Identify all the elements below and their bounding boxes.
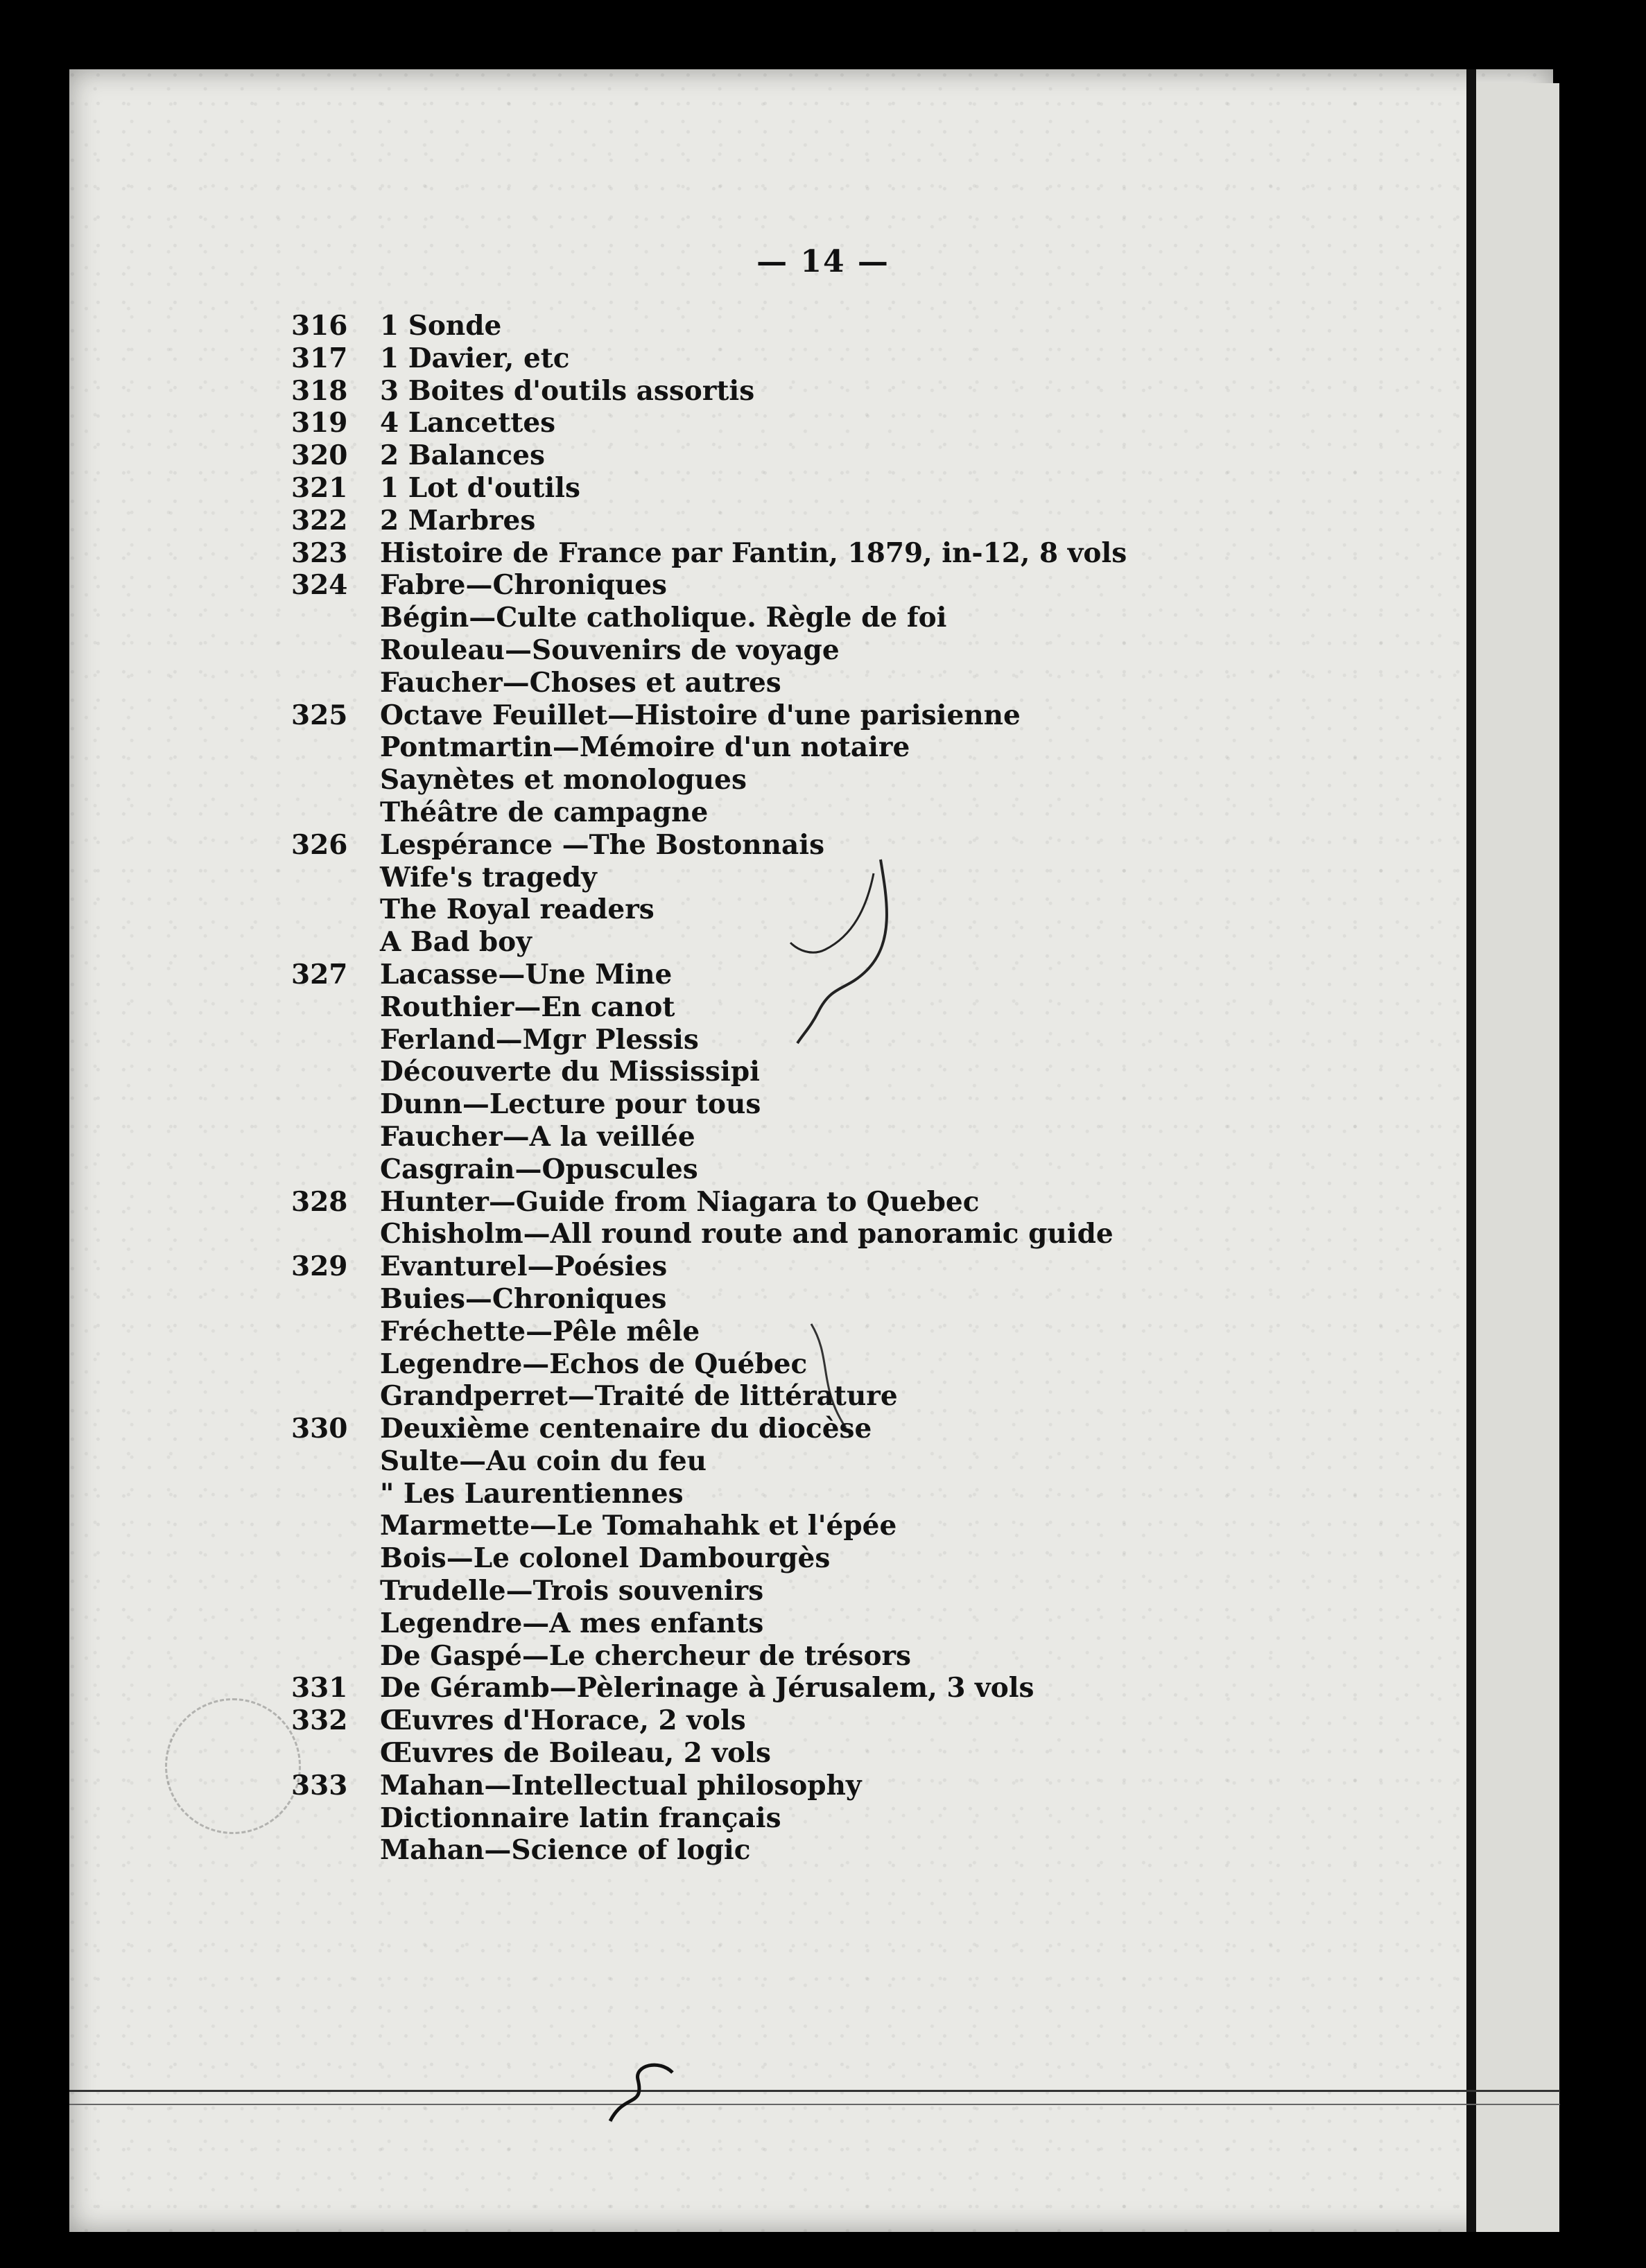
lot-description: 4 Lancettes (380, 407, 556, 439)
lot-description: Marmette—Le Tomahahk et l'épée (380, 1510, 897, 1542)
lot-number: 319 (291, 407, 348, 439)
lot-description: Fréchette—Pêle mêle (380, 1315, 700, 1347)
list-item (291, 796, 1470, 829)
list-item (291, 1802, 1470, 1835)
list-item (291, 1770, 1470, 1802)
list-item (291, 1478, 1470, 1510)
lot-description: Mahan—Science of logic (380, 1834, 751, 1867)
lot-description: Pontmartin—Mémoire d'un notaire (380, 731, 910, 764)
list-item (291, 1542, 1470, 1575)
list-item (291, 310, 1470, 342)
lot-description: Legendre—A mes enfants (380, 1607, 764, 1639)
lot-description: Rouleau—Souvenirs de voyage (380, 634, 840, 666)
list-item (291, 342, 1470, 375)
lot-description: 3 Boites d'outils assortis (380, 374, 755, 407)
lot-description: 2 Marbres (380, 504, 536, 537)
lot-description: 1 Davier, etc (380, 342, 570, 374)
list-item (291, 1153, 1470, 1186)
lot-description: Fabre—Chroniques (380, 569, 667, 602)
list-item (291, 1348, 1470, 1381)
lot-description: Hunter—Guide from Niagara to Quebec (380, 1185, 980, 1218)
list-item (291, 764, 1470, 796)
list-item (291, 634, 1470, 667)
list-item (291, 1056, 1470, 1088)
lot-description: Lacasse—Une Mine (380, 958, 673, 991)
list-item (291, 505, 1470, 537)
list-item (291, 959, 1470, 991)
lot-description: Wife's tragedy (380, 861, 597, 893)
lot-description: 1 Lot d'outils (380, 471, 580, 504)
lot-list (291, 310, 1470, 1867)
lot-number: 327 (291, 958, 348, 991)
list-item (291, 862, 1470, 894)
lot-description: Dictionnaire latin français (380, 1802, 781, 1834)
list-item (291, 699, 1470, 732)
lot-description: Bois—Le colonel Dambourgès (380, 1542, 831, 1575)
lot-description: Découverte du Mississipi (380, 1056, 760, 1088)
lot-description: Mahan—Intellectual philosophy (380, 1769, 862, 1802)
lot-description: " Les Laurentiennes (380, 1477, 684, 1510)
page-number: — 14 — (756, 244, 890, 279)
facing-page-edge (1476, 83, 1559, 2232)
lot-description: Bégin—Culte catholique. Règle de foi (380, 602, 947, 634)
list-item (291, 1607, 1470, 1640)
list-item (291, 1640, 1470, 1673)
lot-number: 330 (291, 1413, 348, 1445)
lot-number: 324 (291, 569, 348, 602)
lot-number: 326 (291, 828, 348, 861)
list-item (291, 1672, 1470, 1704)
lot-description: Saynètes et monologues (380, 764, 747, 796)
lot-description: Buies—Chroniques (380, 1282, 667, 1315)
lot-description: Faucher—A la veillée (380, 1120, 695, 1153)
list-item (291, 1283, 1470, 1316)
list-item (291, 1575, 1470, 1607)
list-item (291, 1024, 1470, 1056)
lot-number: 322 (291, 504, 348, 537)
lot-description: Sulte—Au coin du feu (380, 1445, 707, 1477)
lot-description: Faucher—Choses et autres (380, 666, 781, 699)
lot-description: De Gaspé—Le chercheur de trésors (380, 1639, 912, 1672)
list-item (291, 667, 1470, 699)
list-item (291, 472, 1470, 505)
list-item (291, 991, 1470, 1024)
list-item (291, 1088, 1470, 1121)
lot-description: 1 Sonde (380, 310, 502, 342)
list-item (291, 893, 1470, 926)
lot-description: Routhier—En canot (380, 991, 675, 1023)
list-item (291, 537, 1470, 570)
lot-description: Grandperret—Traité de littérature (380, 1380, 898, 1413)
lot-description: Œuvres d'Horace, 2 vols (380, 1704, 746, 1737)
lot-description: Evanturel—Poésies (380, 1250, 668, 1283)
list-item (291, 1510, 1470, 1542)
lot-description: Legendre—Echos de Québec (380, 1347, 808, 1380)
list-item (291, 439, 1470, 472)
lot-description: Dunn—Lecture pour tous (380, 1088, 761, 1121)
lot-description: Œuvres de Boileau, 2 vols (380, 1737, 771, 1770)
lot-number: 329 (291, 1250, 348, 1283)
library-stamp (165, 1698, 301, 1834)
lot-number: 323 (291, 537, 348, 569)
list-item (291, 1445, 1470, 1478)
lot-number: 328 (291, 1185, 348, 1218)
lot-number: 317 (291, 342, 348, 374)
list-item (291, 731, 1470, 764)
list-item (291, 926, 1470, 959)
lot-number: 332 (291, 1704, 348, 1737)
lot-description: The Royal readers (380, 893, 655, 926)
lot-description: Casgrain—Opuscules (380, 1153, 698, 1185)
list-item (291, 1413, 1470, 1445)
lot-description: De Géramb—Pèlerinage à Jérusalem, 3 vols (380, 1672, 1034, 1704)
list-item (291, 1218, 1470, 1250)
lot-description: 2 Balances (380, 439, 545, 472)
lot-number: 333 (291, 1769, 348, 1802)
lot-description: Ferland—Mgr Plessis (380, 1023, 699, 1056)
lot-number: 316 (291, 310, 348, 342)
list-item (291, 1121, 1470, 1153)
list-item (291, 407, 1470, 439)
list-item (291, 1380, 1470, 1413)
lot-number: 318 (291, 374, 348, 407)
list-item (291, 602, 1470, 634)
lot-number: 325 (291, 699, 348, 731)
lot-number: 320 (291, 439, 348, 472)
lot-description: Octave Feuillet—Histoire d'une parisienne (380, 699, 1021, 731)
bottom-rule-secondary (69, 2104, 1560, 2105)
list-item (291, 1186, 1470, 1219)
lot-number: 331 (291, 1672, 348, 1704)
list-item (291, 829, 1470, 862)
lot-description: Histoire de France par Fantin, 1879, in-12, 8 vols (380, 537, 1127, 569)
list-item (291, 1834, 1470, 1867)
lot-description: Lespérance —The Bostonnais (380, 828, 825, 861)
list-item (291, 1316, 1470, 1348)
lot-description: Théâtre de campagne (380, 796, 709, 828)
lot-description: Deuxième centenaire du diocèse (380, 1413, 872, 1445)
list-item (291, 375, 1470, 408)
list-item (291, 1737, 1470, 1770)
bottom-rule (69, 2090, 1560, 2092)
list-item (291, 1704, 1470, 1737)
lot-description: Trudelle—Trois souvenirs (380, 1575, 764, 1607)
list-item (291, 1250, 1470, 1283)
lot-description: A Bad boy (380, 926, 532, 959)
list-item (291, 569, 1470, 602)
lot-description: Chisholm—All round route and panoramic guide (380, 1218, 1114, 1250)
lot-number: 321 (291, 471, 348, 504)
